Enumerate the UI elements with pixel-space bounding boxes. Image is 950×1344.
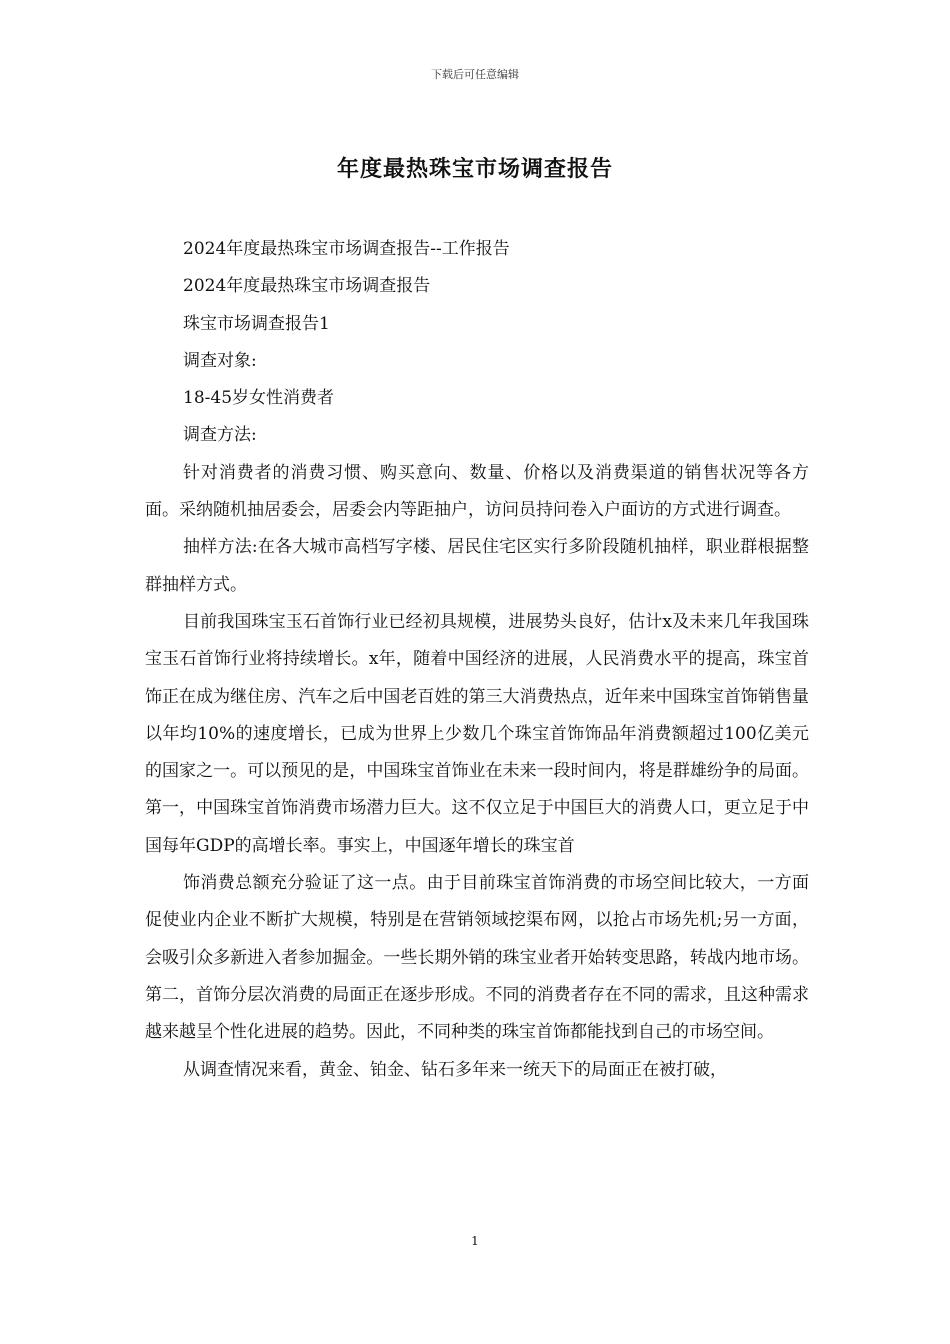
paragraph: 抽样方法:在各大城市高档写字楼、居民住宅区实行多阶段随机抽样，职业群根据整群抽样方式。	[145, 537, 809, 595]
paragraph: 目前我国珠宝玉石首饰行业已经初具规模，进展势头良好，估计x及未来几年我国珠宝玉石首饰行业将持续增长。x年，随着中国经济的进展，人民消费水平的提高，珠宝首饰正在成为继住房、汽车之后中国老百姓的第三大消费热点，近年来中国珠宝首饰销售量以年均10%的速度增长，已成为世界上少数几个珠宝首饰饰品年消费额超过100亿美元的国家之一。可以预见的是，中国珠宝首饰业在未来一段时间内，将是群雄纷争的局面。第一，中国珠宝首饰消费市场潜力巨大。这不仅立足于中国巨大的消费人口，更立足于中国每年GDP的高增长率。事实上，中国逐年增长的珠宝首	[145, 611, 809, 856]
paragraph: 调查方法:	[183, 425, 257, 446]
page-number: 1	[471, 1234, 479, 1248]
paragraph: 饰消费总额充分验证了这一点。由于目前珠宝首饰消费的市场空间比较大，一方面促使业内企业不断扩大规模，特别是在营销领域挖渠布网，以抢占市场先机;另一方面，会吸引众多新进入者参加掘金。一些长期外销的珠宝业者开始转变思路，转战内地市场。第二，首饰分层次消费的局面正在逐步形成。不同的消费者存在不同的需求，且这种需求越来越呈个性化进展的趋势。因此，不同种类的珠宝首饰都能找到自己的市场空间。	[145, 873, 809, 1043]
paragraph: 2024年度最热珠宝市场调查报告	[183, 276, 431, 297]
document-title: 年度最热珠宝市场调查报告	[336, 156, 613, 182]
paragraph: 2024年度最热珠宝市场调查报告--工作报告	[183, 239, 510, 259]
header-note: 下载后可任意编辑	[431, 68, 519, 81]
paragraph: 从调查情况来看，黄金、铂金、钻石多年来一统天下的局面正在被打破，	[183, 1059, 727, 1080]
paragraph: 调查对象:	[183, 350, 257, 371]
paragraph: 珠宝市场调查报告1	[183, 313, 330, 334]
paragraph: 针对消费者的消费习惯、购买意向、数量、价格以及消费渠道的销售状况等各方面。采纳随机抽居委会，居委会内等距抽户，访问员持问卷入户面访的方式进行调查。	[145, 462, 809, 521]
paragraph: 18-45岁女性消费者	[183, 388, 335, 409]
document-body	[145, 231, 809, 1089]
